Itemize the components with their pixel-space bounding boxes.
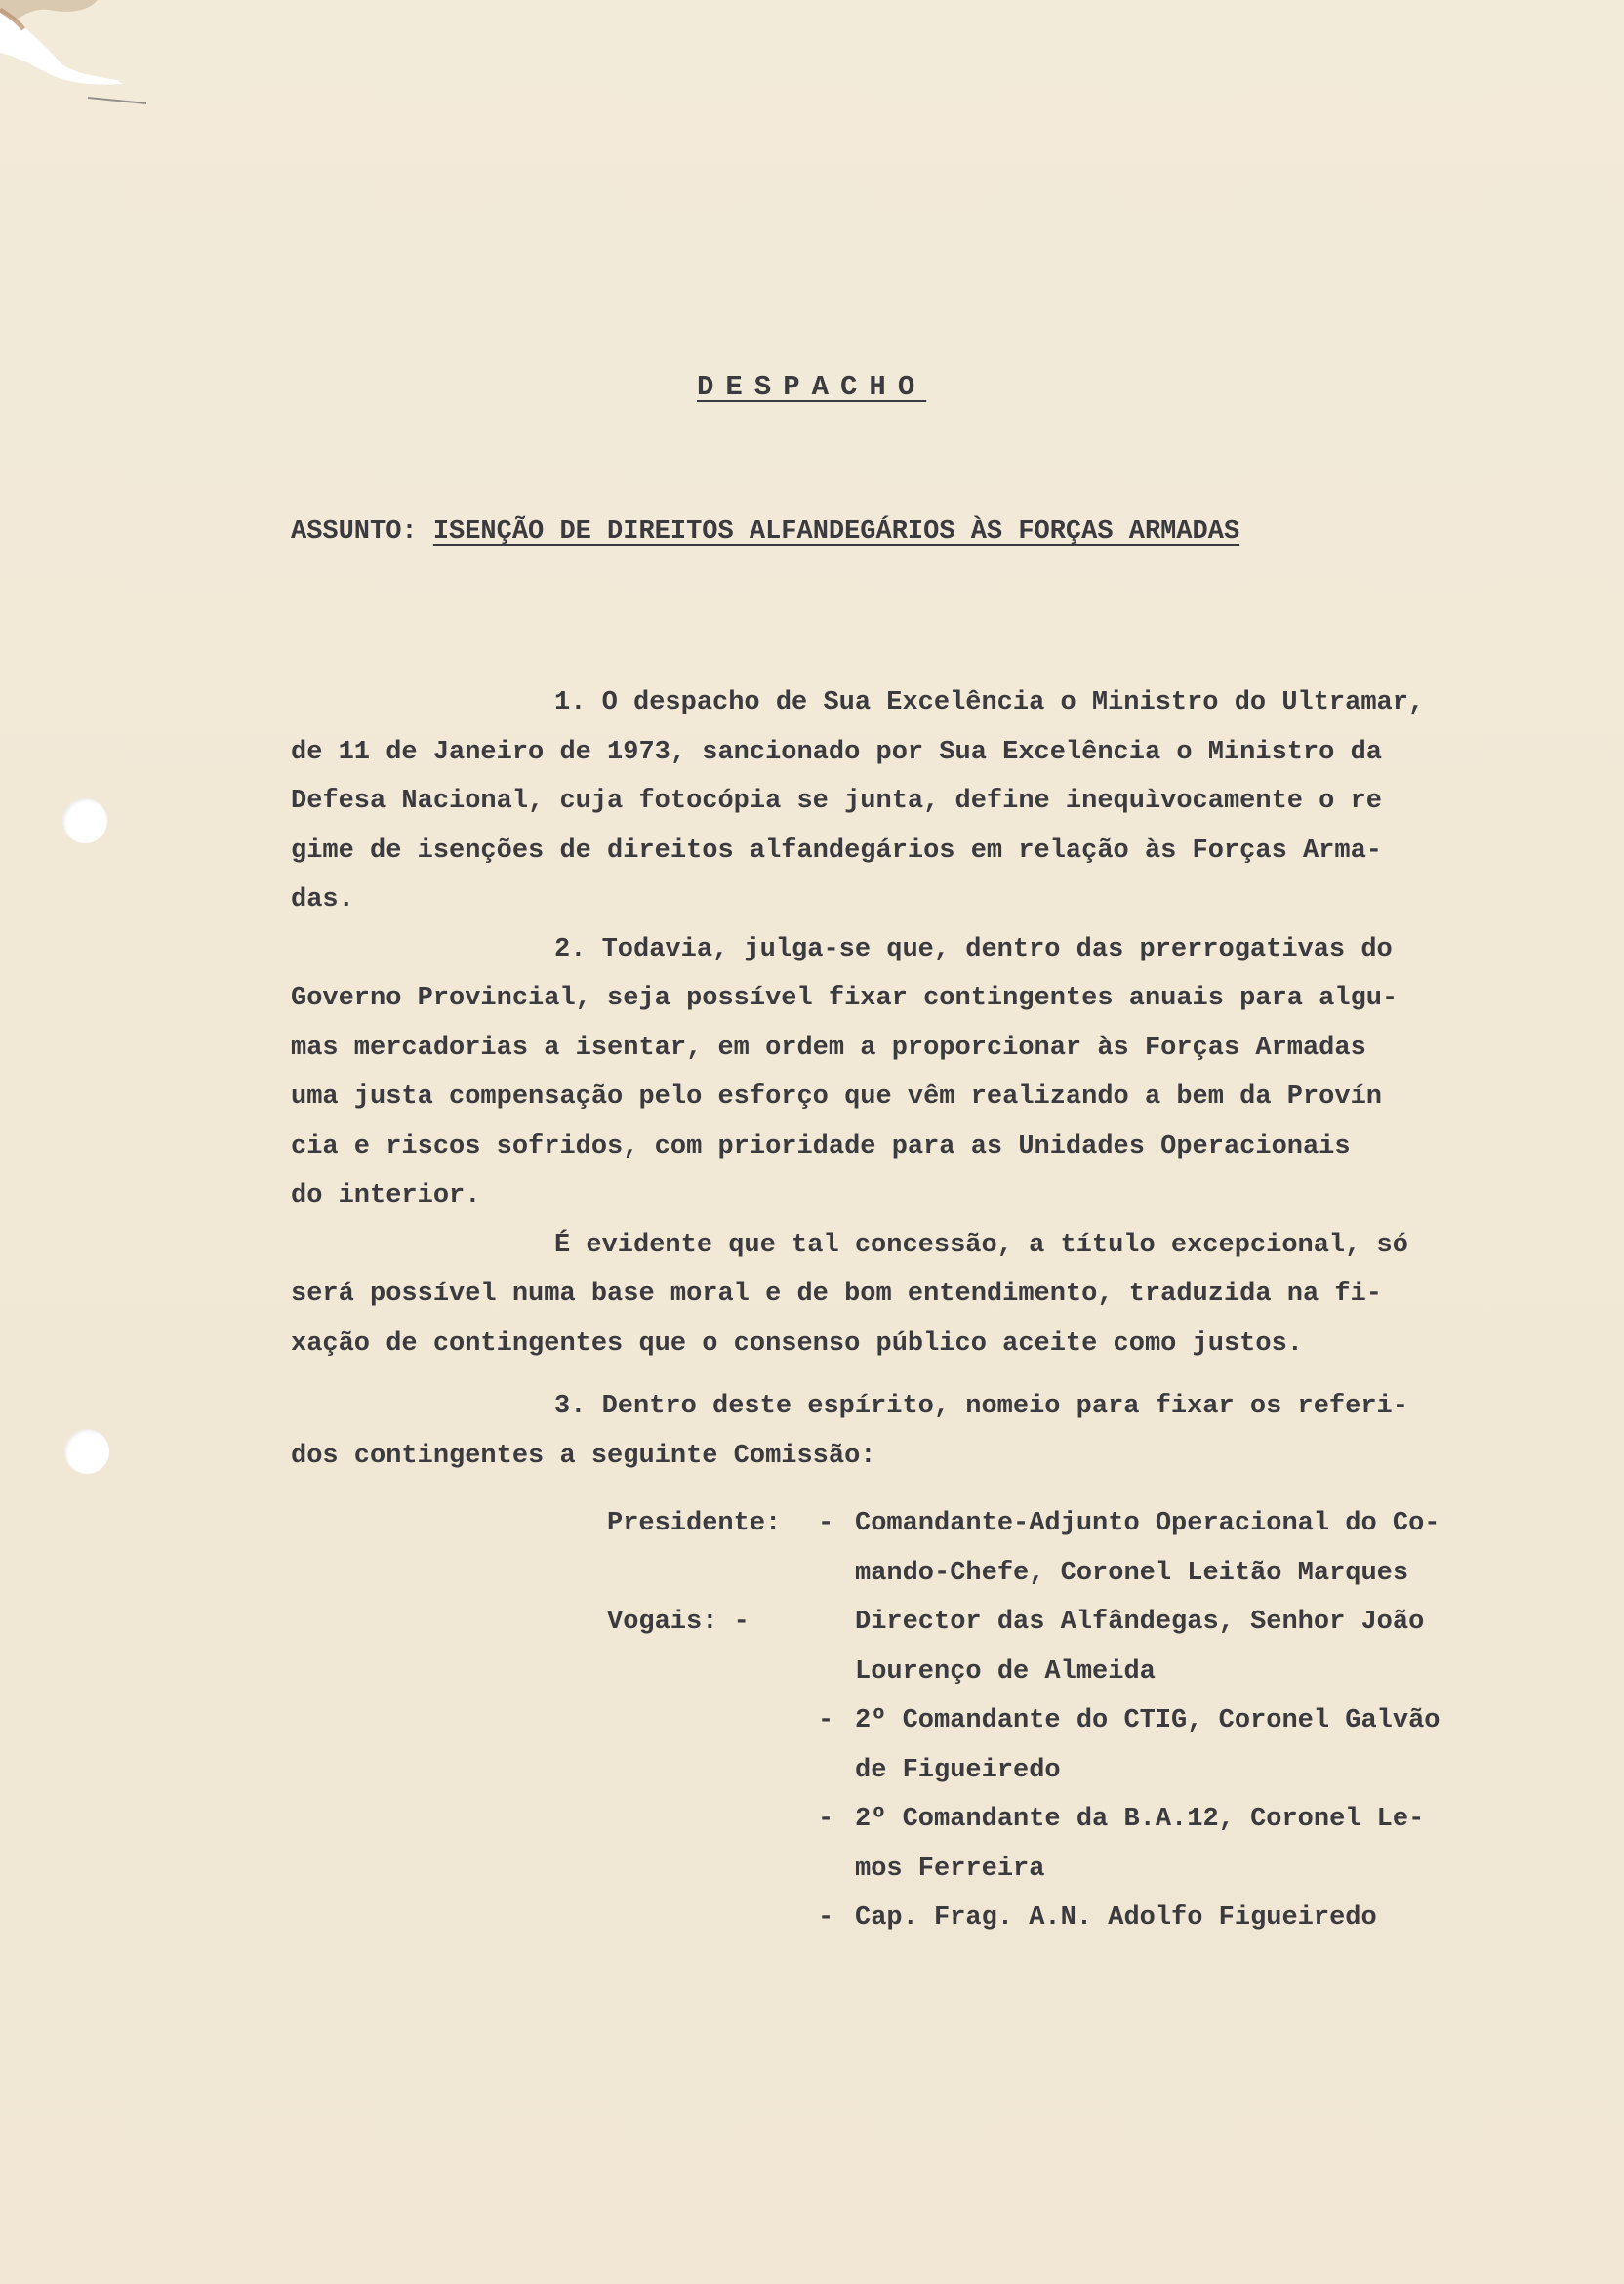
commission-vogal-row xyxy=(607,1894,1524,1943)
list-dash: - xyxy=(818,1805,834,1834)
torn-corner-graphic xyxy=(0,0,146,107)
vogais-label: Vogais: - xyxy=(607,1608,750,1637)
paragraph-1-line: 1. O despacho de Sua Excelência o Ministro do Ultramar, xyxy=(554,688,1425,717)
paragraph-1-line: gime de isenções de direitos alfandegários em relação às Forças Arma- xyxy=(291,836,1382,866)
paragraph-2-line: do interior. xyxy=(291,1181,481,1210)
paragraph-2-line: mas mercadorias a isentar, em ordem a proporcionar às Forças Armadas xyxy=(291,1033,1366,1063)
commission-president-row xyxy=(607,1549,1524,1599)
list-dash: - xyxy=(818,1903,834,1933)
document-title: DESPACHO xyxy=(697,371,927,403)
commission-vogal-row xyxy=(607,1845,1524,1895)
vogal-line: 2º Comandante da B.A.12, Coronel Le- xyxy=(855,1805,1425,1834)
commission-vogal-row xyxy=(607,1598,1524,1648)
paragraph-3-line: dos contingentes a seguinte Comissão: xyxy=(291,1441,876,1471)
paragraph-spacer xyxy=(291,1368,1521,1382)
paragraph-2-line: cia e riscos sofridos, com prioridade para as Unidades Operacionais xyxy=(291,1131,1351,1162)
paragraph-2b-line: xação de contingentes que o consenso público aceite como justos. xyxy=(291,1328,1303,1359)
commission-vogal-row xyxy=(607,1746,1524,1796)
paragraph-2-line: Governo Provincial, seja possível fixar contingentes anuais para algu- xyxy=(291,984,1399,1013)
commission-vogal-row xyxy=(607,1696,1524,1746)
commission-list xyxy=(607,1499,1524,1943)
commission-vogal-row xyxy=(607,1648,1524,1697)
paragraph-2-line: 2. Todavia, julga-se que, dentro das prerrogativas do xyxy=(554,934,1393,964)
document-body xyxy=(291,678,1521,1481)
subject-line xyxy=(291,517,1239,547)
commission-vogal-row xyxy=(607,1795,1524,1845)
paragraph-1-line: de 11 de Janeiro de 1973, sancionado por Sua Excelência o Ministro da xyxy=(291,737,1382,767)
vogal-line: 2º Comandante do CTIG, Coronel Galvão xyxy=(855,1706,1441,1735)
paragraph-2b-line: É evidente que tal concessão, a título excepcional, só xyxy=(554,1230,1408,1260)
paragraph-2-line: uma justa compensação pelo esforço que vêm realizando a bem da Provín xyxy=(291,1082,1382,1112)
subject-value: ISENÇÃO DE DIREITOS ALFANDEGÁRIOS ÀS FORÇAS ARMADAS xyxy=(432,517,1240,547)
vogal-line: Lourenço de Almeida xyxy=(855,1656,1156,1687)
president-label: Presidente: xyxy=(607,1509,782,1538)
vogal-line: de Figueiredo xyxy=(855,1755,1061,1785)
paragraph-2b-line: será possível numa base moral e de bom entendimento, traduzida na fi- xyxy=(291,1280,1382,1309)
paragraph-3-line: 3. Dentro deste espírito, nomeio para fixar os referi- xyxy=(554,1392,1408,1421)
punch-hole-upper xyxy=(62,798,107,843)
president-line: Comandante-Adjunto Operacional do Co- xyxy=(855,1509,1441,1538)
subject-label: ASSUNTO: xyxy=(291,517,418,547)
president-line: mando-Chefe, Coronel Leitão Marques xyxy=(855,1558,1409,1588)
list-dash: - xyxy=(818,1509,834,1538)
commission-president-row xyxy=(607,1499,1524,1549)
paragraph-1-line: Defesa Nacional, cuja fotocópia se junta, define inequìvocamente o re xyxy=(291,787,1382,816)
vogal-line: mos Ferreira xyxy=(855,1854,1045,1884)
vogal-line: Director das Alfândegas, Senhor João xyxy=(855,1608,1425,1637)
paragraph-1-line: das. xyxy=(291,885,354,915)
vogal-line: Cap. Frag. A.N. Adolfo Figueiredo xyxy=(855,1903,1377,1933)
list-dash: - xyxy=(818,1706,834,1735)
punch-hole-lower xyxy=(64,1429,109,1474)
